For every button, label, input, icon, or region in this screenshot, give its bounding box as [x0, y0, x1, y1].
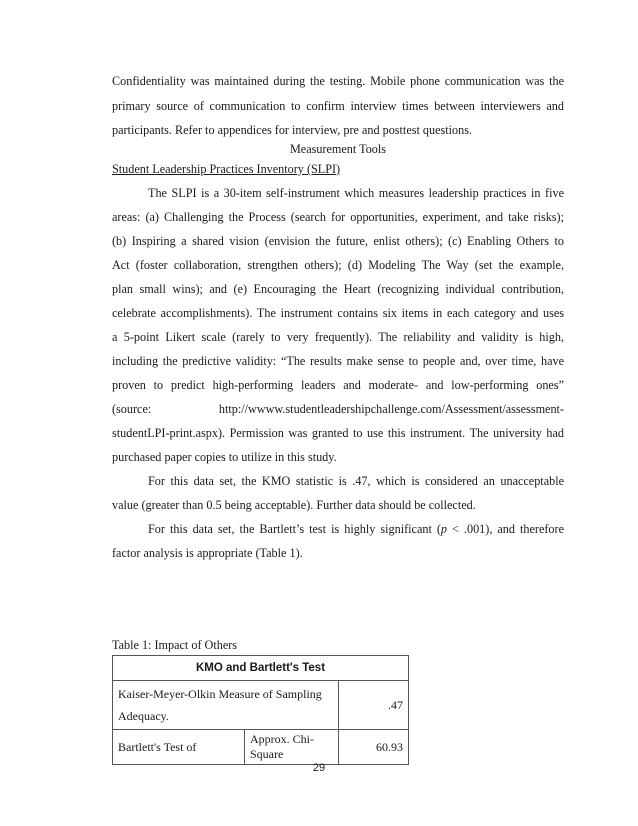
paragraph-1-line-1: Confidentiality was maintained during the testing. Mobile phone communication was the: [112, 74, 564, 88]
table-header: KMO and Bartlett's Test: [113, 656, 409, 681]
kmo-value: .47: [339, 681, 409, 730]
p-value-symbol: p: [440, 522, 448, 536]
paragraph-1-line-2: primary source of communication to confirm interview times between interviewers and: [112, 99, 564, 113]
section-heading: Measurement Tools: [289, 142, 387, 156]
paragraph-2-line-10: (source: http://wwww.studentleadershipchallenge.com/Assessment/assessment-: [112, 402, 564, 416]
paragraph-4-line-1: [112, 521, 564, 537]
kmo-bartlett-table: [112, 655, 409, 765]
kmo-label-line-1: Kaiser-Meyer-Olkin Measure of Sampling: [118, 687, 322, 701]
chi-square-label: Approx. Chi-Square: [245, 730, 339, 765]
kmo-label-cell: [113, 681, 339, 730]
paragraph-4-line-2: factor analysis is appropriate (Table 1).: [112, 546, 303, 560]
paragraph-2-line-7: a 5-point Likert scale (rarely to very frequently). The reliability and validity is high,: [112, 330, 564, 344]
paragraph-2-line-8: including the predictive validity: “The results make sense to people and, over time, have: [112, 354, 564, 368]
table-caption: Table 1: Impact of Others: [112, 638, 238, 652]
paragraph-2-line-12: purchased paper copies to utilize in this study.: [112, 450, 337, 464]
subsection-heading: Student Leadership Practices Inventory (SLPI): [112, 162, 341, 176]
paragraph-3-line-2: value (greater than 0.5 being acceptable). Further data should be collected.: [112, 498, 476, 512]
chi-square-value: 60.93: [339, 730, 409, 765]
page-number: 29: [312, 762, 326, 774]
paragraph-2-line-11: studentLPI-print.aspx). Permission was granted to use this instrument. The university had: [112, 426, 564, 440]
paragraph-2-line-9: proven to predict high-performing leaders and moderate- and low-performing ones”: [112, 378, 564, 392]
paragraph-1-line-3: participants. Refer to appendices for interview, pre and posttest questions.: [112, 123, 472, 137]
bartlett-label: Bartlett's Test of: [113, 730, 245, 765]
paragraph-2-line-3: (b) Inspiring a shared vision (envision the future, enlist others); (c) Enabling Others to: [112, 234, 564, 248]
paragraph-3-line-1: For this data set, the KMO statistic is .47, which is considered an unacceptable: [148, 474, 564, 488]
kmo-label-line-2: Adequacy.: [118, 709, 169, 723]
paragraph-2-line-1: The SLPI is a 30-item self-instrument which measures leadership practices in five: [148, 186, 564, 200]
paragraph-4-text-b: < .001), and therefore: [447, 522, 564, 536]
paragraph-2-line-4: Act (foster collaboration, strengthen others); (d) Modeling The Way (set the example,: [112, 258, 564, 272]
paragraph-2-line-6: celebrate accomplishments). The instrument contains six items in each category and uses: [112, 306, 564, 320]
paragraph-4-text-a: For this data set, the Bartlett’s test is highly significant (: [148, 522, 441, 536]
paragraph-2-line-2: areas: (a) Challenging the Process (search for opportunities, experiment, and take risks);: [112, 210, 564, 224]
paragraph-2-line-5: plan small wins); and (e) Encouraging the Heart (recognizing individual contribution,: [112, 282, 564, 296]
